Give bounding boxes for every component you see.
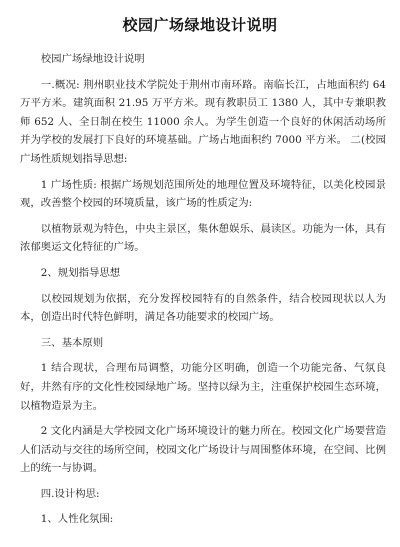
- paragraph-feature: 以植物景观为特色，中央主景区，集休憩娱乐、晨读区。功能为一体，具有浓郁奥运文化特征的广场。: [20, 222, 386, 254]
- section-heading-principles: 三、基本原则: [40, 336, 104, 349]
- section-heading-humanized: 1、人性化氛围:: [40, 513, 114, 526]
- document-title: 校园广场绿地设计说明: [122, 16, 278, 34]
- section-heading: 校园广场绿地设计说明: [40, 53, 145, 65]
- paragraph-principle-1: 1 结合现状，合理布局调整，功能分区明确，创造一个功能完备、气氛良好，井然有序的文化性校园绿地广场。坚持以绿为主，注重保护校园生态环境，以植物造景为主。: [20, 362, 386, 412]
- section-heading-guidance: 2、规划指导思想: [40, 266, 121, 279]
- paragraph-guidance: 以校园规划为依据，充分发挥校园特有的自然条件，结合校园现状以人为本，创造出时代特色鲜明，满足各功能要求的校园广场。: [20, 292, 386, 324]
- document-body: [20, 50, 386, 536]
- paragraph-overview: 一.概况: 荆州职业技术学院处于荆州市南环路。南临长江，占地面积约 64 万平方米。建筑面积 21.95 万平方米。现有教职员工 1380 人，其中专兼职教师 652 人、全日制在校生 11000 余人。为学生创造一个良好的休闲活动场所并为学校的发展打下良好的环境基础。广场占地面积约 7000 平方米。 二(校园广场性质规划指导思想:: [20, 78, 386, 165]
- paragraph-nature: 1 广场性质: 根据广场规划范围所处的地理位置及环境特征，以美化校园景观，改善整个校园的环境质量，该广场的性质定为:: [20, 178, 386, 210]
- section-heading-concept: 四.设计构思:: [40, 487, 100, 500]
- paragraph-principle-2: 2 文化内涵是大学校园文化广场环境设计的魅力所在。校园文化广场要营造人们活动与交往的场所空间，校园文化广场设计与周围整体环境，在空间、比例上的统一与协调。: [20, 425, 386, 475]
